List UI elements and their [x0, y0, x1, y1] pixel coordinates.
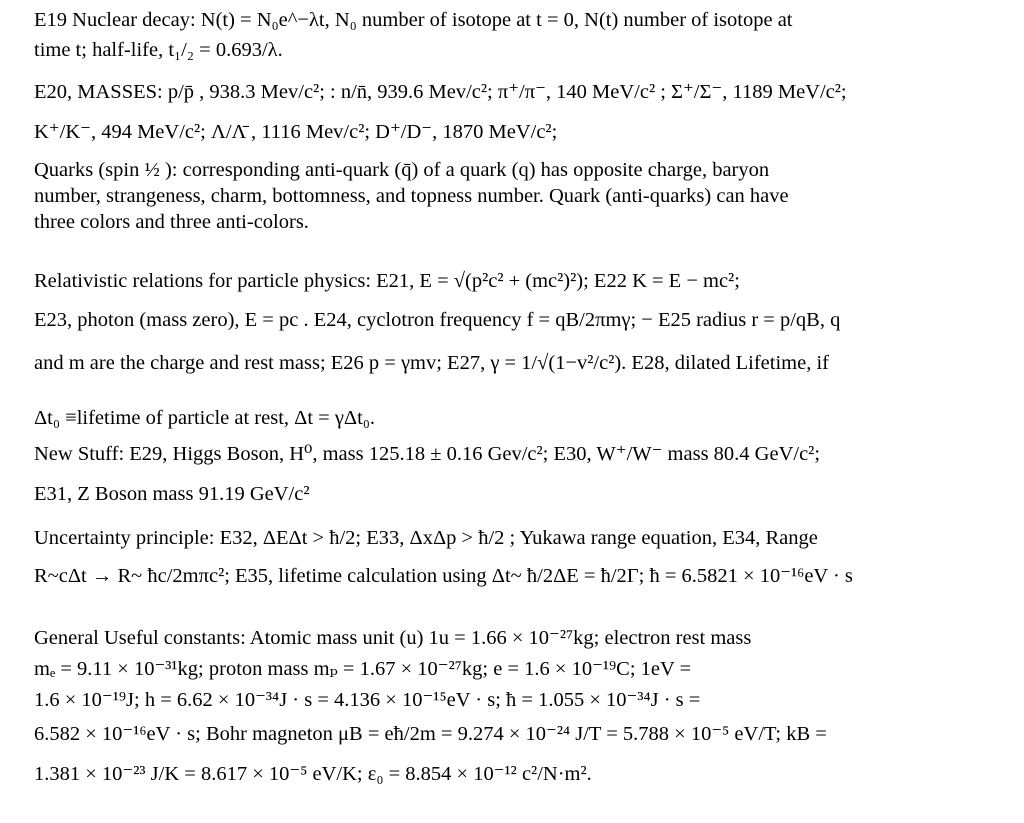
line-half-life: time t; half-life, t₁/₂ = 0.693/λ. — [34, 39, 283, 61]
line-e20-masses: E20, MASSES: p/p̄ , 938.3 Mev/c²; : n/n̄, 939.6 Mev/c²; π⁺/π⁻, 140 MeV/c² ; Σ⁺/Σ⁻, 1189 MeV/c²; — [34, 81, 847, 103]
line-quarks-3: three colors and three anti-colors. — [34, 211, 309, 233]
line-constants-3: 1.6 × 10⁻¹⁹J; h = 6.62 × 10⁻³⁴J · s = 4.136 × 10⁻¹⁵eV · s; ħ = 1.055 × 10⁻³⁴J · s = — [34, 689, 701, 711]
line-e26-e28: and m are the charge and rest mass; E26 p = γmv; E27, γ = 1/√(1−v²/c²). E28, dilated Lifetime, if — [34, 352, 829, 374]
line-relativistic-heading: Relativistic relations for particle physics: E21, E = √(p²c² + (mc²)²); E22 K = E − mc²; — [34, 270, 740, 292]
line-masses-cont: K⁺/K⁻, 494 MeV/c²; Λ/Λ̄ , 1116 Mev/c²; D⁺/D⁻, 1870 MeV/c²; — [34, 121, 558, 143]
line-constants-4: 6.582 × 10⁻¹⁶eV · s; Bohr magneton μB = eħ/2m = 9.274 × 10⁻²⁴ J/T = 5.788 × 10⁻⁵ eV/T; kB = — [34, 723, 827, 745]
line-lifetime: Δt₀ ≡lifetime of particle at rest, Δt = γΔt₀. — [34, 407, 376, 429]
line-quarks-1: Quarks (spin ½ ): corresponding anti-quark (q̄) of a quark (q) has opposite charge, baryon — [34, 159, 770, 181]
line-yukawa: R~cΔt → R~ ħc/2mπc²; E35, lifetime calculation using Δt~ ħ/2ΔE = ħ/2Γ; ħ = 6.5821 × 10⁻¹⁶eV · s — [34, 565, 853, 587]
line-e23-e25: E23, photon (mass zero), E = pc . E24, cyclotron frequency f = qB/2πmγ; − E25 radius r = p/qB, q — [34, 309, 841, 331]
line-quarks-2: number, strangeness, charm, bottomness, and topness number. Quark (anti-quarks) can have — [34, 185, 789, 207]
line-constants-2: mₑ = 9.11 × 10⁻³¹kg; proton mass mₚ = 1.67 × 10⁻²⁷kg; e = 1.6 × 10⁻¹⁹C; 1eV = — [34, 658, 692, 680]
line-constants-5: 1.381 × 10⁻²³ J/K = 8.617 × 10⁻⁵ eV/K; ε₀ = 8.854 × 10⁻¹² c²/N·m². — [34, 763, 592, 785]
line-e19: E19 Nuclear decay: N(t) = N₀e^−λt, N₀ number of isotope at t = 0, N(t) number of isotope at — [34, 9, 793, 31]
line-constants-heading: General Useful constants: Atomic mass unit (u) 1u = 1.66 × 10⁻²⁷kg; electron rest mass — [34, 627, 752, 649]
line-uncertainty: Uncertainty principle: E32, ΔEΔt > ħ/2; E33, ΔxΔp > ħ/2 ; Yukawa range equation, E34, Range — [34, 527, 818, 549]
line-e31: E31, Z Boson mass 91.19 GeV/c² — [34, 483, 310, 505]
line-new-stuff: New Stuff: E29, Higgs Boson, H⁰, mass 125.18 ± 0.16 Gev/c²; E30, W⁺/W⁻ mass 80.4 GeV/c²; — [34, 443, 821, 465]
